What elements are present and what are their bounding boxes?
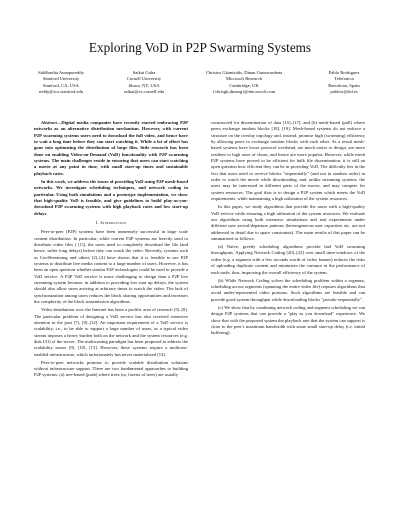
author-location: Cambridge, UK	[229, 82, 259, 88]
body-paragraph: Video distribution over the Internet has been a prolific area of research [5]–[8]. The particular problem of designing a VoD service has also received extensive attention in the past [7], [9]–[12]. An important requirement of a VoD service is scalability, i.e., to be able to support a large number of users, as a typical video stream imposes a heavy burden both on the network and the system resources (e.g. disk I/O) of the server. The multicasting paradigm has been proposed to address the scalability issues [9], [10], [13]. However, these systems require a multicast-enabled infrastructure, which unfortunately has never materialized [14].	[34, 307, 188, 357]
author-2	[186, 70, 302, 95]
abstract-paragraph-1	[34, 120, 188, 177]
author-name: Siddhartha Annapureddy	[38, 70, 84, 75]
abstract-paragraph-2: In this work, we address the issues of providing VoD using P2P mesh-based networks. We investigate scheduling techniques, and network coding in particular. Using both simulations and a prototype implementation, we show that high-quality VoD is feasible, and give guidelines to build play-as-you-download P2P swarming systems with high playback rates and low start-up delays.	[34, 178, 188, 216]
body-paragraph: In this paper, we study algorithms that provide the users with a high-quality VoD service while ensuring a high utilization of the system resources. We evaluate our algorithms using both extensive simulations and real experiments under different user arrival/departure patterns (heterogeneous user capacities etc. are not addressed in detail due to space constraints). The main results of this paper can be summarized as follows:	[211, 204, 365, 241]
paper-title: Exploring VoD in P2P Swarming Systems	[88, 40, 312, 55]
author-email: pablorr@tid.es	[330, 88, 358, 94]
author-name: Saikat Guha	[132, 70, 156, 75]
author-location: Stanford, CA, USA	[43, 82, 79, 88]
author-name: Pablo Rodriguez	[328, 70, 360, 75]
author-0	[20, 70, 102, 95]
author-1	[110, 70, 178, 95]
author-affiliation: Cornell University	[126, 76, 162, 82]
author-affiliation: Stanford University	[42, 76, 80, 82]
author-block	[0, 70, 400, 114]
left-column	[34, 120, 188, 482]
right-column	[211, 120, 365, 482]
author-location: Ithaca, NY, USA	[128, 82, 160, 88]
abstract-label: Abstract	[41, 120, 57, 125]
author-affiliation: Microsoft Research	[225, 76, 263, 82]
result-item-b: (b) While Network Coding solves the scheduling problem within a segment, scheduling across segments (spanning the entire video file) requires algorithms that avoid under-represented video portions. Such algorithms are feasible and can provide good system throughput while downloading blocks "pseudo-sequentially".	[211, 277, 365, 302]
author-affiliation: Telefonica	[334, 76, 354, 82]
author-name: Christos Gkantsidis, Dinan Gunawardena	[205, 70, 283, 75]
body-paragraph: constructed for dissemination of data [15]–[17], and (b) mesh-based (pull) where peers exchange random blocks [18], [19]. Mesh-based systems do not enforce a structure on the overlay topology and, instead, promise high (swarming) efficiency by allowing peers to exchange random blocks with each other. As a result mesh-based systems have lower protocol overhead, are much easier to design, are more resilient to high rates of churn, and hence are more popular. However, while mesh P2P systems have proved to be efficient for bulk file dissemination, it is still an open question how efficient they can be in providing VoD. The difficulty lies in the fact that users need to receive blocks "sequentially" (and not in random order) in order to watch the movie while downloading, and, unlike streaming systems, the users may be interested in different parts of the movie, and may compete for system resources. The goal thus is to design a P2P system which meets the VoD requirements, while maintaining a high utilization of the system resources.	[211, 120, 365, 202]
author-email: saikat@cs.cornell.edu	[123, 88, 165, 94]
author-email: {chrisgk,dinang}@microsoft.com	[212, 88, 276, 94]
body-paragraph: Peer-to-peer (P2P) systems have been immensely successful in large scale content distribution. In particular, while current P2P systems are heavily used to distribute video files ( [1]), the users need to completely download the file (and hence, suffer long delays) before they can watch the video. Recently, systems such as CoolStreaming and others [2]–[4] have shown that it is feasible to use P2P systems to distribute live media content to a large number of users. However, it has been an open question whether similar P2P technologies could be used to provide a VoD service. A P2P VoD service is more challenging to design than a P2P live streaming system because, in addition to providing low start up delays, the system should also allow users arriving at arbitrary times to watch the video. The lack of synchronization among users reduces the block sharing opportunities and increases the complexity of the block transmission algorithms.	[34, 229, 188, 305]
author-3	[308, 70, 380, 95]
author-location: Barcelona, Spain	[328, 82, 360, 88]
section-heading-introduction: I. Introduction	[95, 219, 127, 225]
result-item-c: (c) We show that by combining network coding and segment scheduling we can design P2P systems that can provide a "play as you download" experience. We show that with the proposed system the playback rate that the system can support is close to the peer's maximum bandwidth with some small start-up delay (i.e. initial buffering).	[211, 304, 365, 336]
body-paragraph: Peer-to-peer networks promise to provide scalable distribution solutions without infrastructure support. There are two fundamental approaches to building P2P systems: (a) tree-based (push) where trees (or, forests of trees) are usually	[34, 359, 188, 378]
abstract-text-1: —Digital media companies have recently started embracing P2P networks as an alternative distribution mechanism. However, with current P2P swarming systems users need to download the full video, and hence have to wait a long time before they can start watching it. While a lot of effort has gone into optimizing the distribution of large files, little research has been done on enabling Video-on-Demand (VoD) functionality with P2P swarming systems. The main challenges reside in ensuring that users can start watching a movie at any point in time, with small start-up times and sustainable playback rates.	[34, 120, 188, 176]
author-email: reddy@scs.stanford.edu	[38, 88, 84, 94]
result-item-a: (a) Naïve, greedy scheduling algorithms provide bad VoD swarming throughputs. Applying Network Coding [20]–[22] over small time-windows of the video (e.g. a segment with a few seconds worth of video frames) reduces the risks of uploading duplicate content and minimizes the variance in the performance of each node, thus, improving the overall efficiency of the system.	[211, 244, 365, 275]
